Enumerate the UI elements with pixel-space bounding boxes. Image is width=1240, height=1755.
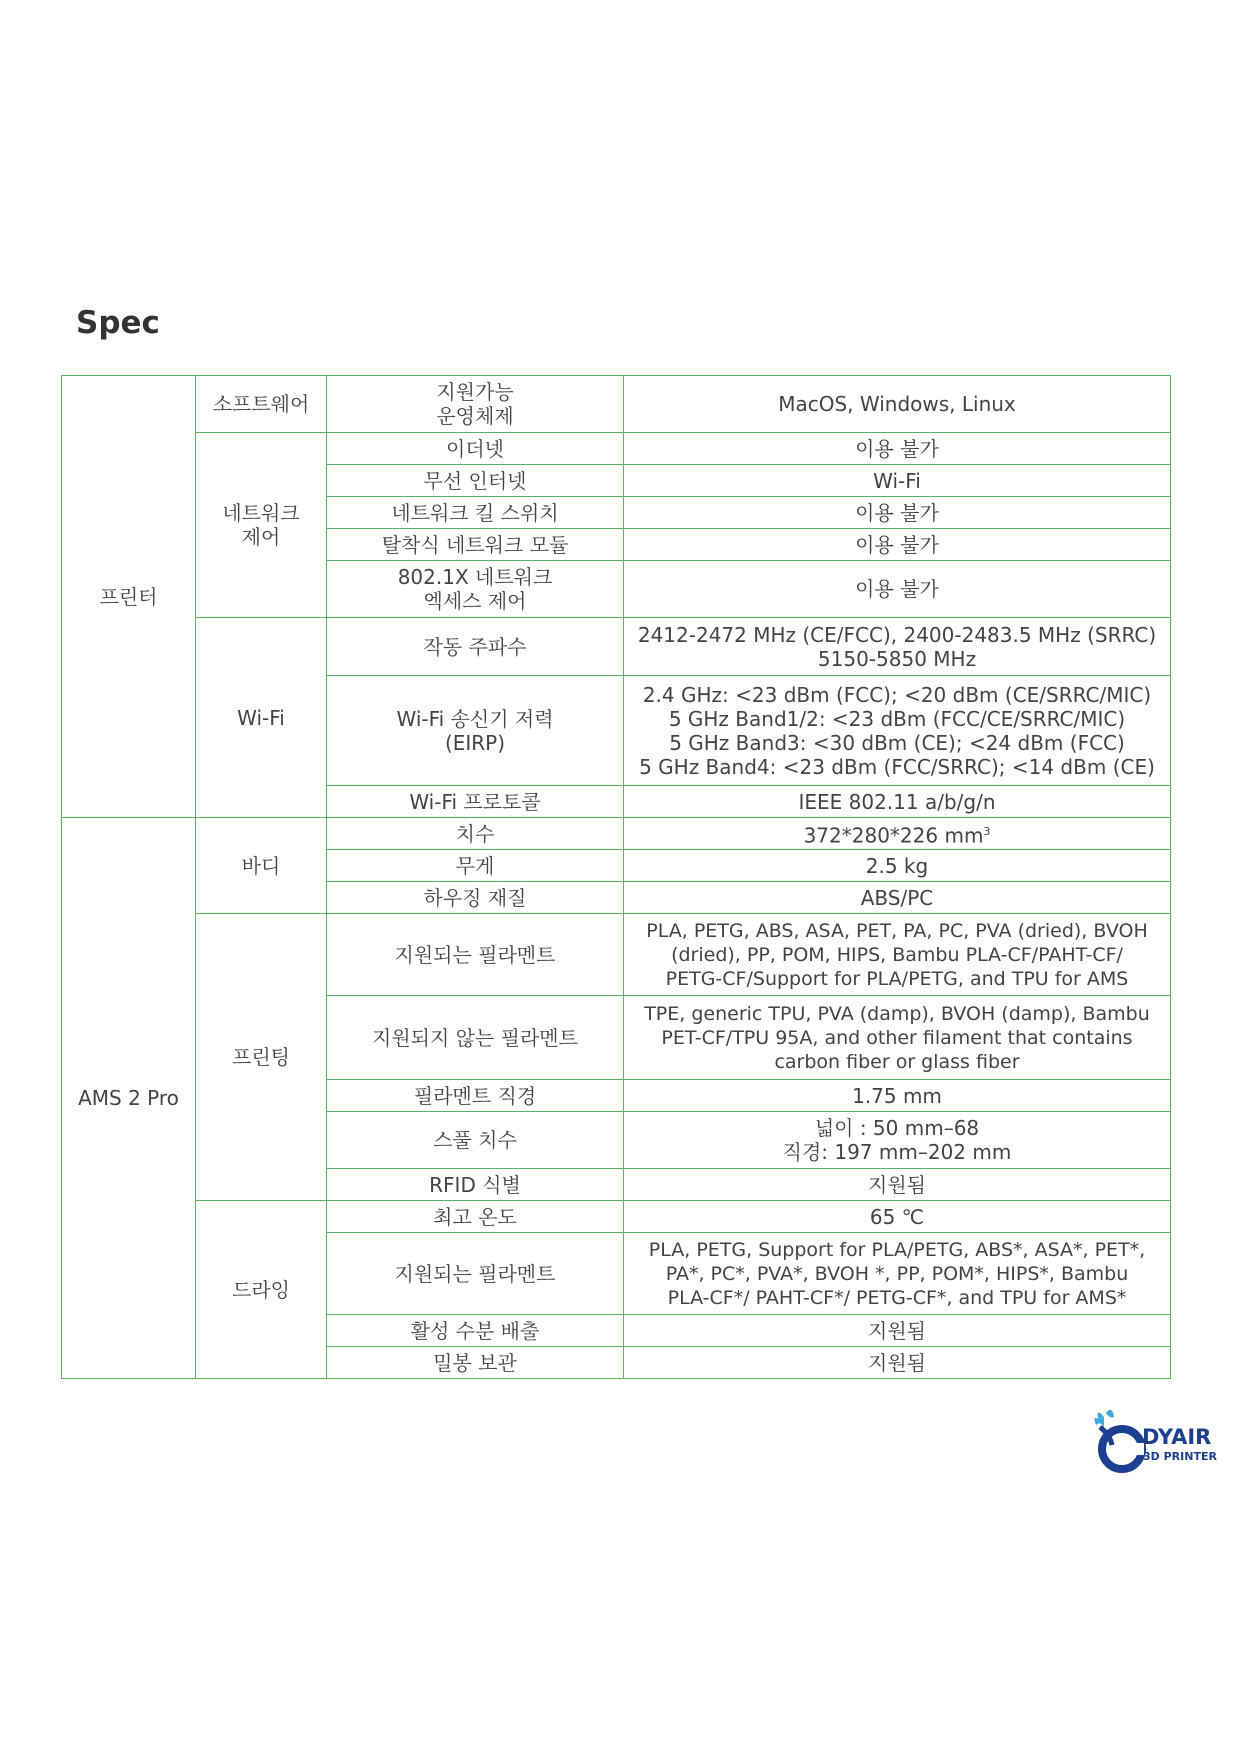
table-row bbox=[62, 433, 1171, 465]
logo-brand: DYAIR bbox=[1142, 1425, 1212, 1449]
row-label: 지원되는 필라멘트 bbox=[327, 1233, 624, 1315]
row-label: 하우징 재질 bbox=[327, 882, 624, 914]
row-value: 2.4 GHz: <23 dBm (FCC); <20 dBm (CE/SRRC/MIC) 5 GHz Band1/2: <23 dBm (FCC/CE/SRRC/MIC) 5 GHz Band3: <30 dBm (CE); <24 dBm (FCC) 5 GHz Band4: <23 dBm (FCC/SRRC); <14 dBm (CE) bbox=[624, 676, 1171, 786]
table-row bbox=[62, 1201, 1171, 1233]
row-label: 802.1X 네트워크 엑세스 제어 bbox=[327, 561, 624, 618]
row-label: 스풀 치수 bbox=[327, 1112, 624, 1169]
logo-subtitle: 3D PRINTER bbox=[1143, 1450, 1217, 1463]
row-label: 지원되는 필라멘트 bbox=[327, 914, 624, 996]
row-label: 네트워크 킬 스위치 bbox=[327, 497, 624, 529]
table-row bbox=[62, 376, 1171, 433]
row-value: 지원됨 bbox=[624, 1315, 1171, 1347]
row-value: 65 ℃ bbox=[624, 1201, 1171, 1233]
row-label: Wi-Fi 프로토콜 bbox=[327, 786, 624, 818]
row-value: 2412-2472 MHz (CE/FCC), 2400-2483.5 MHz (SRRC) 5150-5850 MHz bbox=[624, 618, 1171, 676]
superscript: 3 bbox=[983, 824, 991, 838]
row-value: ABS/PC bbox=[624, 882, 1171, 914]
row-value: 2.5 kg bbox=[624, 850, 1171, 882]
spec-table bbox=[61, 375, 1171, 1379]
row-value: 이용 불가 bbox=[624, 497, 1171, 529]
row-label: 치수 bbox=[327, 818, 624, 850]
row-value: 넓이 : 50 mm–68 직경: 197 mm–202 mm bbox=[624, 1112, 1171, 1169]
row-value bbox=[624, 818, 1171, 850]
row-label: 작동 주파수 bbox=[327, 618, 624, 676]
row-label: 지원가능 운영체제 bbox=[327, 376, 624, 433]
section-body: 바디 bbox=[196, 818, 327, 914]
section-network: 네트워크 제어 bbox=[196, 433, 327, 618]
row-label: 최고 온도 bbox=[327, 1201, 624, 1233]
row-value: PLA, PETG, Support for PLA/PETG, ABS*, ASA*, PET*, PA*, PC*, PVA*, BVOH *, PP, POM*, HIPS*, Bambu PLA-CF*/ PAHT-CF*/ PETG-CF*, and TPU for AMS* bbox=[624, 1233, 1171, 1315]
row-value: MacOS, Windows, Linux bbox=[624, 376, 1171, 433]
row-value: PLA, PETG, ABS, ASA, PET, PA, PC, PVA (dried), BVOH (dried), PP, POM, HIPS, Bambu PLA-CF/PAHT-CF/ PETG-CF/Support for PLA/PETG, and TPU for AMS bbox=[624, 914, 1171, 996]
row-value: Wi-Fi bbox=[624, 465, 1171, 497]
row-value: 이용 불가 bbox=[624, 561, 1171, 618]
row-label: 필라멘트 직경 bbox=[327, 1080, 624, 1112]
table-row bbox=[62, 914, 1171, 996]
row-value: IEEE 802.11 a/b/g/n bbox=[624, 786, 1171, 818]
row-label: 활성 수분 배출 bbox=[327, 1315, 624, 1347]
row-label: RFID 식별 bbox=[327, 1169, 624, 1201]
row-value: 지원됨 bbox=[624, 1347, 1171, 1379]
row-value: 1.75 mm bbox=[624, 1080, 1171, 1112]
section-printing: 프린팅 bbox=[196, 914, 327, 1201]
row-label: 이더넷 bbox=[327, 433, 624, 465]
table-row bbox=[62, 618, 1171, 676]
row-label: Wi-Fi 송신기 저력 (EIRP) bbox=[327, 676, 624, 786]
section-software: 소프트웨어 bbox=[196, 376, 327, 433]
row-label: 밀봉 보관 bbox=[327, 1347, 624, 1379]
row-label: 지원되지 않는 필라멘트 bbox=[327, 996, 624, 1080]
row-value: 지원됨 bbox=[624, 1169, 1171, 1201]
row-label: 무게 bbox=[327, 850, 624, 882]
section-drying: 드라잉 bbox=[196, 1201, 327, 1379]
row-value: 이용 불가 bbox=[624, 529, 1171, 561]
row-label: 무선 인터넷 bbox=[327, 465, 624, 497]
row-value: 이용 불가 bbox=[624, 433, 1171, 465]
table-row bbox=[62, 818, 1171, 850]
section-wifi: Wi-Fi bbox=[196, 618, 327, 818]
row-value-text: 372*280*226 mm bbox=[803, 823, 984, 848]
group-ams: AMS 2 Pro bbox=[62, 818, 196, 1379]
row-label: 탈착식 네트워크 모듈 bbox=[327, 529, 624, 561]
page-title: Spec bbox=[76, 305, 160, 341]
group-printer: 프린터 bbox=[62, 376, 196, 818]
row-value: TPE, generic TPU, PVA (damp), BVOH (damp), Bambu PET-CF/TPU 95A, and other filament that contains carbon fiber or glass fiber bbox=[624, 996, 1171, 1080]
